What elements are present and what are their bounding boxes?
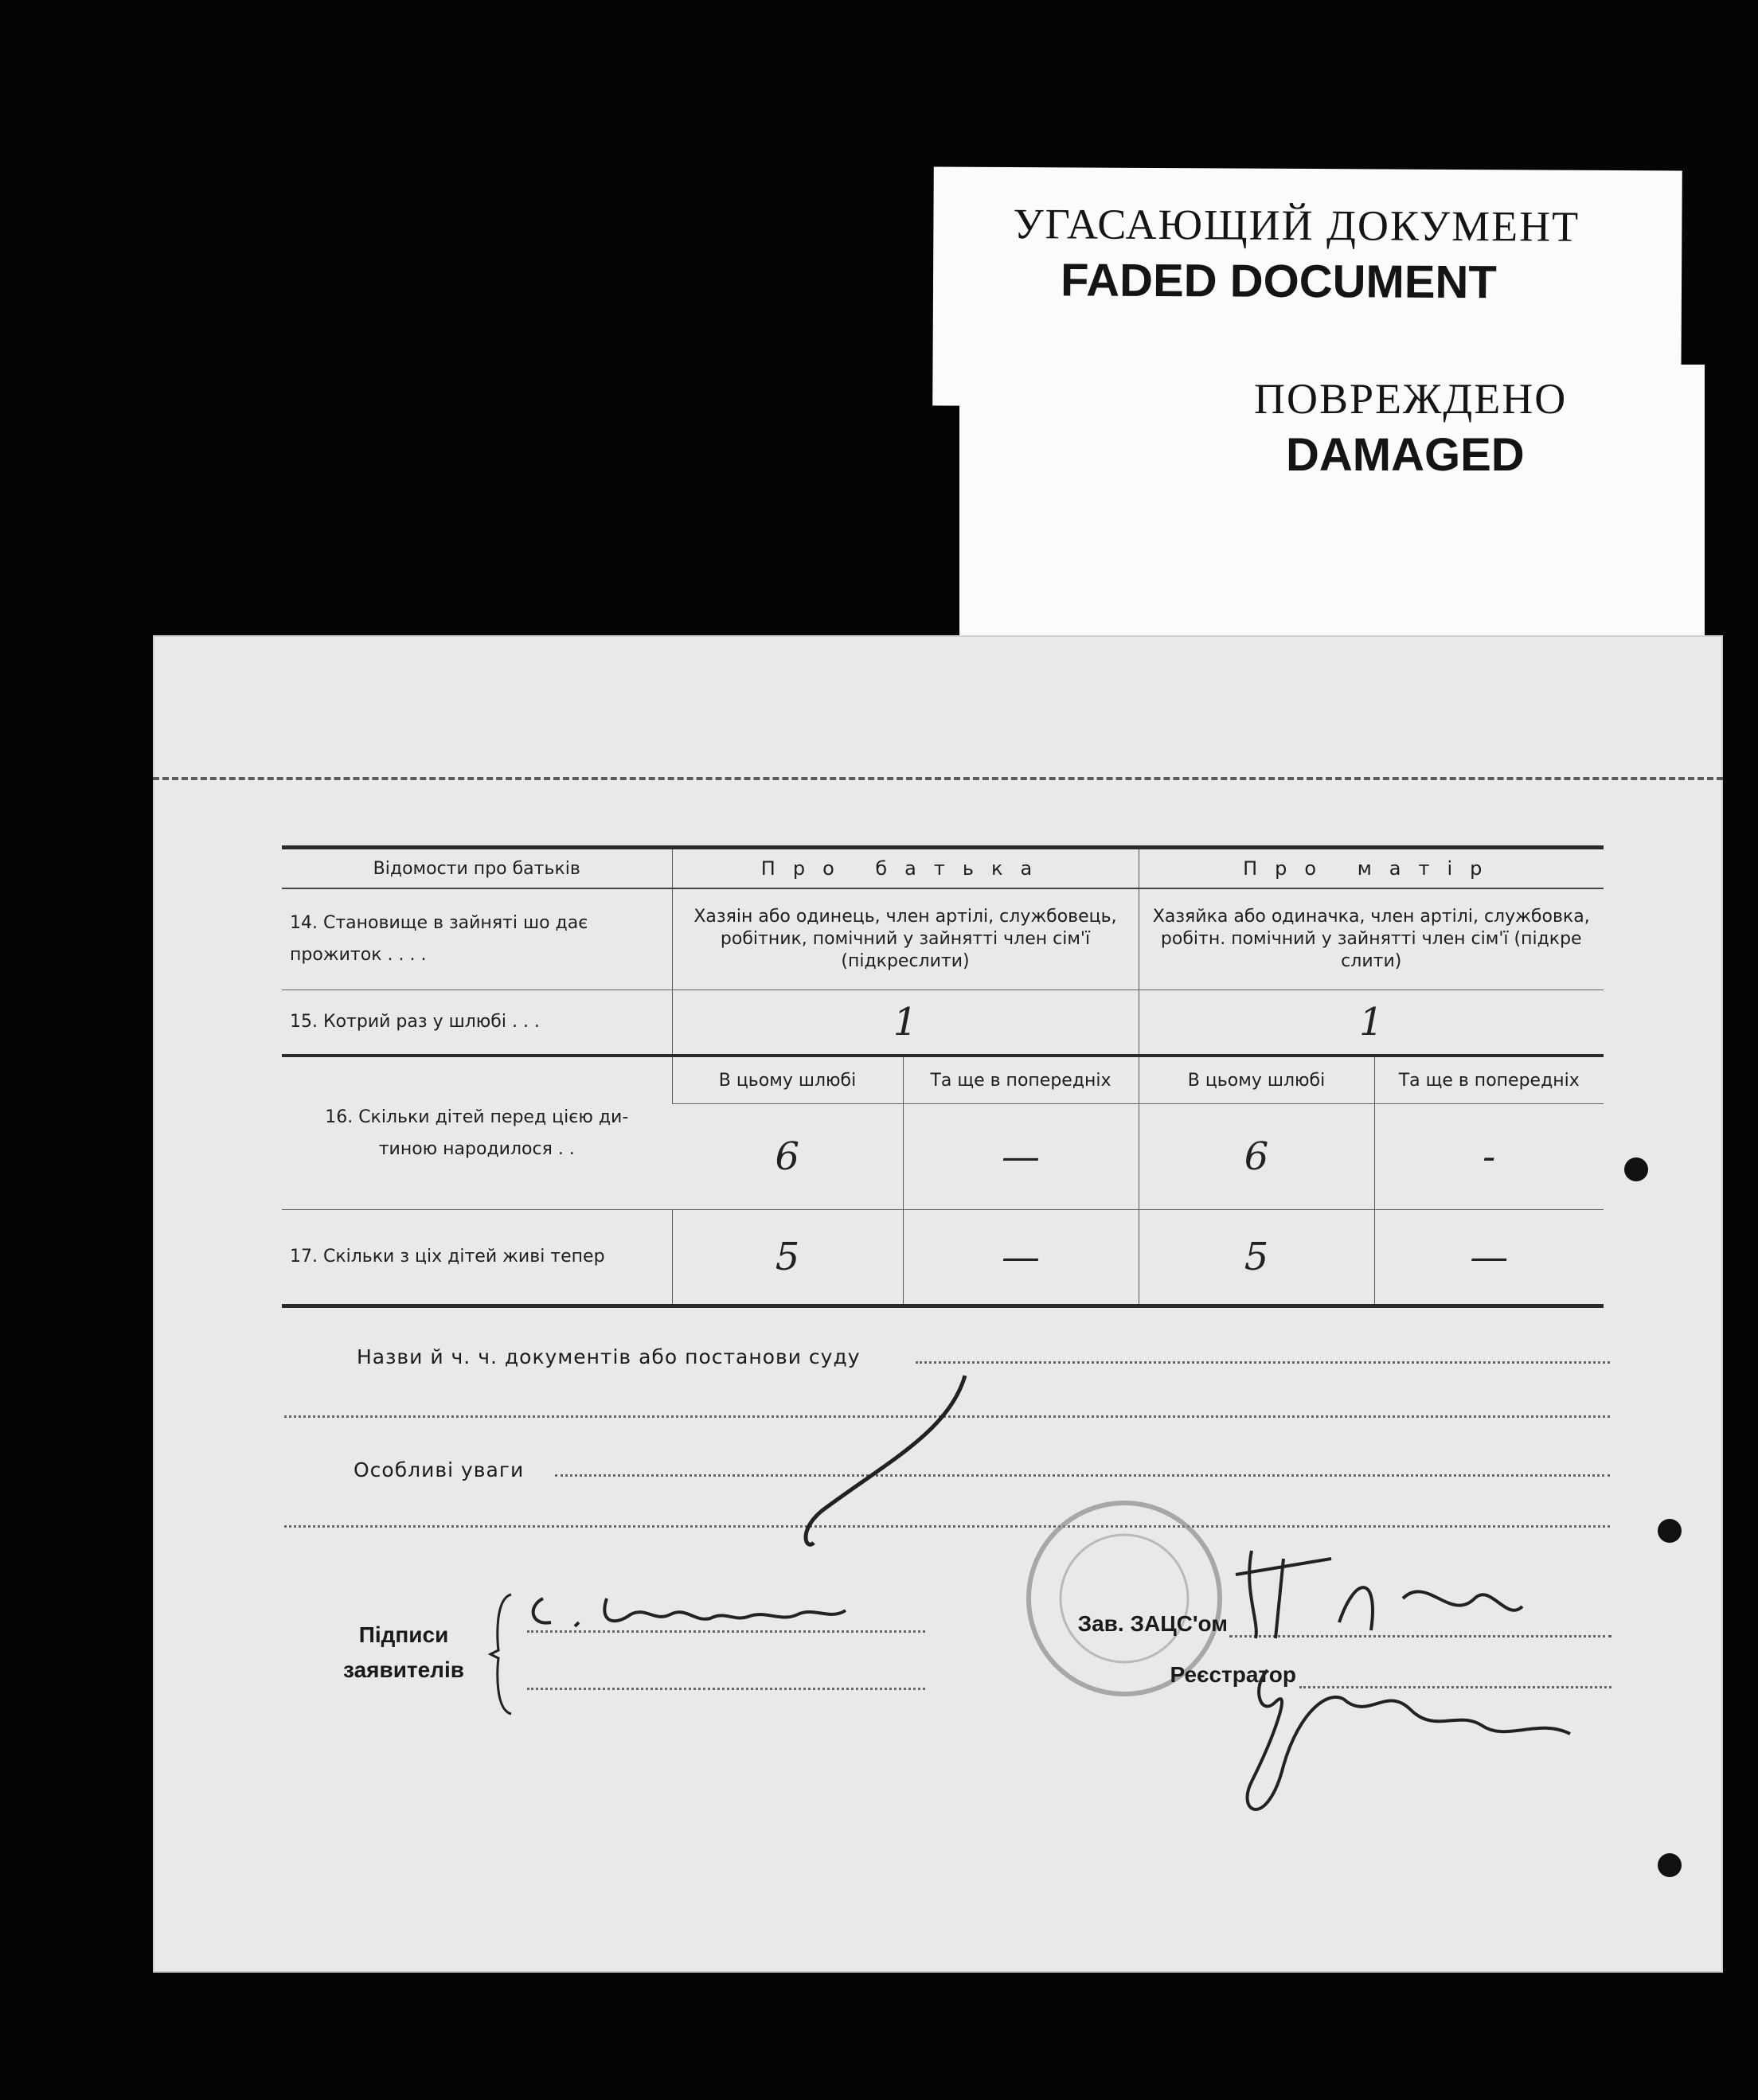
row17-mother-prev: — [1374, 1210, 1604, 1306]
notes-label: Особливі уваги [354, 1458, 525, 1481]
header-parents-info: Відомости про батьків [282, 848, 672, 889]
perforation-line [153, 777, 1723, 780]
parents-table [282, 845, 1604, 1308]
row17-father-prev: — [903, 1210, 1139, 1306]
row17-father-in: 5 [672, 1210, 903, 1306]
row15-father-value: 1 [672, 990, 1139, 1056]
notes-line-1 [555, 1474, 1610, 1477]
row14-label-line2: прожиток . . . . [290, 945, 427, 965]
row15-label: 15. Котрий раз у шлюбі . . . [282, 990, 672, 1056]
row14-father: Хазяін або одинець, член артілі, службовець, робітник, помічний у зайнятті член сім'ї (підкреслити) [672, 888, 1139, 990]
applicant-signature-line-2 [527, 1688, 925, 1690]
binding-hole [1624, 1157, 1648, 1181]
row17-label: 17. Скільки з ціх дітей живі тепер [282, 1210, 672, 1306]
applicant-signature [519, 1583, 917, 1638]
head-zags-label: Зав. ЗАЦС'ом [1077, 1611, 1228, 1636]
header-mother: Про матір [1139, 848, 1604, 889]
documents-label: Назви й ч. ч. документів або постанови суду [357, 1345, 861, 1368]
mother-in-marriage-header: В цьому шлюбі [1139, 1056, 1374, 1104]
row16-label-line2: тиною народилося . . [378, 1138, 575, 1159]
row16-label [282, 1056, 672, 1210]
applicants-label-1: Підписи [358, 1622, 449, 1647]
row16-mother-in: 6 [1139, 1104, 1374, 1210]
record-sheet [153, 635, 1723, 1973]
row16-label-line1: 16. Скільки дітей перед цією ди- [325, 1107, 629, 1127]
row15-mother-value: 1 [1139, 990, 1604, 1056]
header-father: Про батька [672, 848, 1139, 889]
faded-flag-en: FADED DOCUMENT [1060, 254, 1497, 309]
official-signatures [1220, 1527, 1697, 1837]
row14-label [282, 888, 672, 990]
documents-line-1 [916, 1361, 1610, 1364]
registrar-label: Реєстратор [1170, 1662, 1296, 1687]
applicants-brace [487, 1591, 519, 1718]
applicants-label-2: заявителів [343, 1657, 464, 1682]
damaged-flag-ru: ПОВРЕЖДЕНО [1254, 375, 1568, 423]
row16-father-prev: — [903, 1104, 1139, 1210]
damaged-flag [959, 365, 1705, 651]
row14-mother: Хазяйка або одиначка, член артілі, службовка, робітн. помічний у зайнятті член сім'ї (підкре слити) [1139, 888, 1604, 990]
handwritten-stroke [790, 1368, 997, 1559]
damaged-flag-en: DAMAGED [1286, 429, 1525, 481]
parents-table-block [282, 845, 1604, 1308]
row17-mother-in: 5 [1139, 1210, 1374, 1306]
binding-hole [1658, 1519, 1682, 1543]
faded-flag-ru: УГАСАЮЩИЙ ДОКУМЕНТ [1013, 200, 1580, 251]
row16-mother-prev: - [1374, 1104, 1604, 1210]
mother-previous-header: Та ще в попередніх [1374, 1056, 1604, 1104]
father-in-marriage-header: В цьому шлюбі [672, 1056, 903, 1104]
father-previous-header: Та ще в попередніх [903, 1056, 1139, 1104]
row16-father-in: 6 [672, 1104, 903, 1210]
binding-hole [1658, 1853, 1682, 1877]
row14-label-line1: 14. Становище в зайняті шо дає [290, 913, 588, 933]
